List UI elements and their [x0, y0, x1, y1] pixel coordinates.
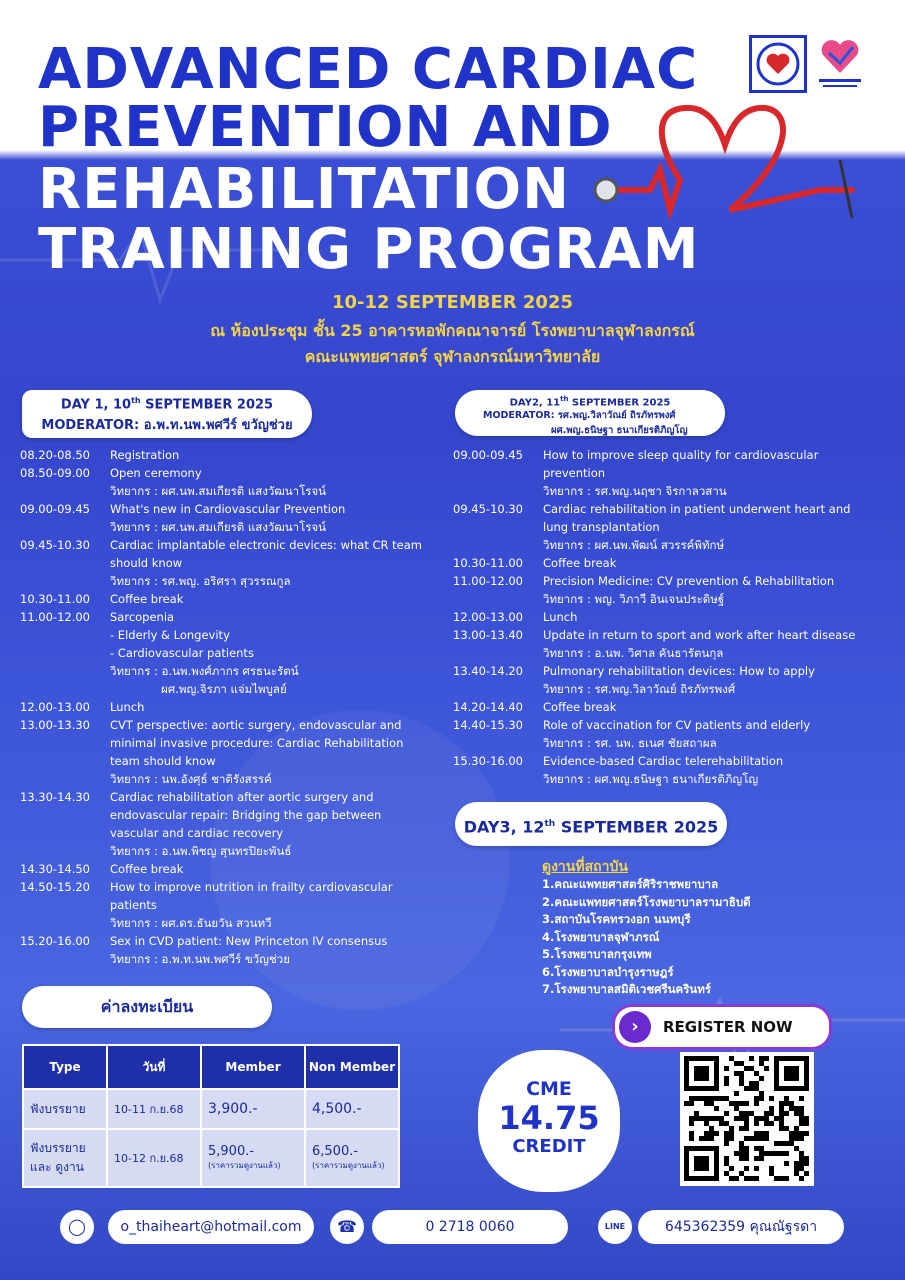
visit-list [542, 876, 751, 999]
register-button[interactable] [612, 1004, 832, 1050]
schedule-time-spacer [453, 734, 543, 752]
schedule-item [453, 752, 893, 770]
schedule-text: - Elderly & Longevity [110, 628, 230, 642]
schedule-item [20, 608, 430, 626]
schedule-text: ผศ.พญ.จิรภา แจ่มไพบูลย์ [110, 682, 287, 696]
schedule-item [453, 698, 893, 716]
schedule-time-spacer [20, 734, 110, 752]
phone-contact[interactable]: 0 2718 0060 [372, 1210, 568, 1244]
visit-item: 6.โรงพยาบาลบำรุงราษฎร์ [542, 964, 674, 979]
schedule-time-spacer [20, 806, 110, 824]
schedule-item [20, 734, 430, 752]
schedule-item [453, 680, 893, 698]
schedule-time-spacer [20, 662, 110, 680]
schedule-text: วิทยากร : รศ.พญ. อริศรา สุวรรณกูล [110, 574, 291, 588]
schedule-item [20, 788, 430, 806]
schedule-item [453, 572, 893, 590]
schedule-text: Cardiac implantable electronic devices: what CR team [110, 538, 422, 552]
schedule-time: 09.00-09.45 [453, 448, 523, 462]
schedule-time: 13.00-13.40 [453, 628, 523, 642]
table-row [23, 1129, 399, 1187]
schedule-text: วิทยากร : อ.นพ. วิศาล คันธารัตนกุล [543, 646, 724, 660]
schedule-time-spacer [20, 518, 110, 536]
schedule-time-spacer [20, 482, 110, 500]
day1-header [22, 390, 312, 438]
title-line-4: TRAINING PROGRAM [38, 217, 700, 282]
schedule-item [453, 482, 893, 500]
globe-icon: ◯ [60, 1210, 94, 1244]
fees-col-date: วันที่ [107, 1045, 201, 1089]
schedule-time: 12.00-13.00 [20, 700, 90, 714]
schedule-item [20, 500, 430, 518]
schedule-item [20, 842, 430, 860]
schedule-time-spacer [453, 464, 543, 482]
visit-item: 4.โรงพยาบาลจุฬาภรณ์ [542, 929, 660, 944]
schedule-text: Open ceremony [110, 466, 202, 480]
schedule-item [20, 536, 430, 554]
cme-unit: CREDIT [512, 1136, 586, 1157]
schedule-text: patients [110, 898, 157, 912]
rehab-logo [815, 33, 865, 91]
qr-code-icon [680, 1052, 814, 1186]
schedule-time: 08.20-08.50 [20, 448, 90, 462]
schedule-text: วิทยากร : รศ.พญ.นฤชา จิรกาลวสาน [543, 484, 727, 498]
schedule-time: 09.45-10.30 [20, 538, 90, 552]
schedule-time: 14.50-15.20 [20, 880, 90, 894]
day2-schedule [453, 446, 893, 788]
event-venue-line-1: ณ ห้องประชุม ชั้น 25 อาคารหอพักคณาจารย์ โรงพยาบาลจุฬาลงกรณ์ [210, 321, 695, 340]
schedule-time-spacer [20, 896, 110, 914]
schedule-text: minimal invasive procedure: Cardiac Rehabilitation [110, 736, 404, 750]
schedule-text: วิทยากร : ผศ.พญ.ธนิษฐา ธนาเกียรติภิญโญ [543, 772, 759, 786]
schedule-text: CVT perspective: aortic surgery, endovascular and [110, 718, 402, 732]
schedule-item [20, 446, 430, 464]
title-line-2: PREVENTION AND [38, 95, 613, 160]
schedule-text: วิทยากร : ผศ.ดร.ธันยวัน สวนทวี [110, 916, 272, 930]
schedule-text: - Cardiovascular patients [110, 646, 254, 660]
schedule-time: 11.00-12.00 [20, 610, 90, 624]
phone-icon: ☎ [330, 1210, 364, 1244]
day3-heading: DAY3, 12th SEPTEMBER 2025 [455, 802, 727, 846]
fee-member: 5,900.- [208, 1144, 255, 1159]
schedule-time-spacer [453, 770, 543, 788]
schedule-item [453, 500, 893, 518]
schedule-item [20, 896, 430, 914]
schedule-time-spacer [453, 482, 543, 500]
line-icon: LINE [598, 1210, 632, 1244]
schedule-text: lung transplantation [543, 520, 660, 534]
fee-type: ฟังบรรยาย [23, 1089, 107, 1129]
schedule-item [20, 860, 430, 878]
schedule-text: วิทยากร : นพ.อังศุธ์ ชาติรังสรรค์ [110, 772, 272, 786]
fee-nonmember: 4,500.- [305, 1089, 399, 1129]
schedule-time-spacer [20, 842, 110, 860]
schedule-item [453, 464, 893, 482]
schedule-time-spacer [20, 950, 110, 968]
schedule-item [453, 626, 893, 644]
event-date: 10-12 SEPTEMBER 2025 [331, 292, 573, 313]
fees-col-member: Member [201, 1045, 305, 1089]
schedule-time-spacer [453, 680, 543, 698]
schedule-item [453, 446, 893, 464]
schedule-time-spacer [20, 644, 110, 662]
schedule-text: endovascular repair: Bridging the gap between [110, 808, 382, 822]
schedule-time: 08.50-09.00 [20, 466, 90, 480]
schedule-item [453, 770, 893, 788]
fee-nonmember: 6,500.- [312, 1144, 359, 1159]
schedule-text: Evidence-based Cardiac telerehabilitation [543, 754, 784, 768]
schedule-item [20, 662, 430, 680]
visit-item: 2.คณะแพทยศาสตร์โรงพยาบาลรามาธิบดี [542, 894, 751, 909]
schedule-item [453, 716, 893, 734]
schedule-text: Coffee break [543, 700, 617, 714]
day2-moderator-1: MODERATOR: รศ.พญ.วิลาวัณย์ ถิรภัทรพงศ์ [483, 410, 676, 422]
schedule-item [20, 698, 430, 716]
fee-nonmember-cell [305, 1129, 399, 1187]
fee-member: 3,900.- [201, 1089, 305, 1129]
schedule-text: Update in return to sport and work after heart disease [543, 628, 856, 642]
schedule-item [20, 770, 430, 788]
schedule-text: วิทยากร : ผศ.นพ.สมเกียรติ แสงวัฒนาโรจน์ [110, 484, 327, 498]
stethoscope-heart-icon [590, 90, 860, 230]
schedule-item [20, 644, 430, 662]
schedule-time: 15.20-16.00 [20, 934, 90, 948]
schedule-item [453, 554, 893, 572]
schedule-item [453, 590, 893, 608]
day1-heading: DAY 1, 10th SEPTEMBER 2025 [60, 396, 274, 413]
schedule-time-spacer [20, 752, 110, 770]
schedule-item [453, 518, 893, 536]
schedule-item [20, 824, 430, 842]
schedule-item [20, 626, 430, 644]
schedule-text: วิทยากร : ผศ.นพ.สมเกียรติ แสงวัฒนาโรจน์ [110, 520, 327, 534]
schedule-time: 10.30-11.00 [453, 556, 523, 570]
schedule-text: How to improve nutrition in frailty cardiovascular [110, 880, 393, 894]
fees-heading: ค่าลงทะเบียน [22, 986, 272, 1028]
schedule-item [20, 464, 430, 482]
schedule-text: Role of vaccination for CV patients and elderly [543, 718, 811, 732]
schedule-time: 14.40-15.30 [453, 718, 523, 732]
schedule-time-spacer [20, 770, 110, 788]
schedule-item [453, 734, 893, 752]
title-line-3: REHABILITATION [38, 157, 570, 222]
fees-header-row [23, 1045, 399, 1089]
schedule-item [20, 914, 430, 932]
schedule-text: Cardiac rehabilitation in patient underwent heart and [543, 502, 851, 516]
schedule-time: 14.20-14.40 [453, 700, 523, 714]
schedule-text: Precision Medicine: CV prevention & Rehabilitation [543, 574, 835, 588]
schedule-item [20, 806, 430, 824]
schedule-text: Coffee break [110, 592, 184, 606]
day2-moderator-2: ผศ.พญ.ธนิษฐา ธนาเกียรติภิญโญ [551, 425, 688, 437]
schedule-text: วิทยากร : พญ. วิภาวี อินเจนประดิษฐ์ [543, 592, 725, 606]
schedule-time-spacer [20, 572, 110, 590]
title-line-1: ADVANCED CARDIAC [38, 37, 699, 102]
schedule-item [453, 662, 893, 680]
schedule-time: 13.30-14.30 [20, 790, 90, 804]
schedule-text: Coffee break [110, 862, 184, 876]
visit-item: 3.สถาบันโรคทรวงอก นนทบุรี [542, 912, 691, 926]
heart-logo-icon [752, 38, 804, 90]
fees-col-nonmember: Non Member [305, 1045, 399, 1089]
schedule-time: 12.00-13.00 [453, 610, 523, 624]
schedule-item [20, 680, 430, 698]
chevron-right-icon: › [619, 1011, 651, 1043]
schedule-text: Sarcopenia [110, 610, 175, 624]
event-venue-line-2: คณะแพทยศาสตร์ จุฬาลงกรณ์มหาวิทยาลัย [304, 347, 601, 366]
schedule-time: 11.00-12.00 [453, 574, 523, 588]
qr-code[interactable] [680, 1052, 814, 1186]
schedule-item [20, 518, 430, 536]
fee-member-cell [201, 1129, 305, 1187]
schedule-item [453, 644, 893, 662]
schedule-text: Cardiac rehabilitation after aortic surgery and [110, 790, 374, 804]
schedule-time-spacer [453, 644, 543, 662]
visit-item: 5.โรงพยาบาลกรุงเทพ [542, 947, 652, 961]
schedule-time-spacer [453, 518, 543, 536]
schedule-time-spacer [20, 824, 110, 842]
schedule-text: vascular and cardiac recovery [110, 826, 284, 840]
cme-badge [478, 1050, 620, 1192]
schedule-text: Registration [110, 448, 180, 462]
day2-heading: DAY2, 11th SEPTEMBER 2025 [509, 395, 671, 409]
schedule-text: วิทยากร : ผศ.นพ.พัฒน์ สวรรค์พิทักษ์ [543, 538, 725, 552]
table-row [23, 1089, 399, 1129]
schedule-text: prevention [543, 466, 606, 480]
schedule-text: Lunch [543, 610, 578, 624]
schedule-item [20, 932, 430, 950]
schedule-item [453, 536, 893, 554]
day2-header [455, 390, 725, 436]
fee-member-note: (ราคารวมดูงานแล้ว) [208, 1161, 281, 1170]
fees-col-type: Type [23, 1045, 107, 1089]
fees-table [22, 1044, 400, 1188]
visit-item: 7.โรงพยาบาลสมิติเวชศรีนครินทร์ [542, 982, 712, 996]
schedule-item [20, 554, 430, 572]
schedule-time: 09.45-10.30 [453, 502, 523, 516]
schedule-text: วิทยากร : อ.นพ.พงศ์ภากร ศรธนะรัตน์ [110, 664, 299, 678]
schedule-item [20, 572, 430, 590]
schedule-item [20, 716, 430, 734]
visit-title: ดูงานที่สถาบัน [542, 859, 628, 875]
visit-item: 1.คณะแพทยศาสตร์ศิริราชพยาบาล [542, 877, 719, 891]
schedule-time: 14.30-14.50 [20, 862, 90, 876]
schedule-time-spacer [20, 626, 110, 644]
schedule-time-spacer [453, 536, 543, 554]
schedule-time: 10.30-11.00 [20, 592, 90, 606]
email-contact[interactable]: o_thaiheart@hotmail.com [108, 1210, 314, 1244]
schedule-time-spacer [453, 590, 543, 608]
schedule-time: 13.40-14.20 [453, 664, 523, 678]
cme-label: CME [526, 1078, 572, 1100]
schedule-text: วิทยากร : รศ.พญ.วิลาวัณย์ ถิรภัทรพงศ์ [543, 682, 736, 696]
day1-moderator: MODERATOR: อ.พ.ท.นพ.พศวีร์ ขวัญช่วย [41, 418, 293, 434]
schedule-time: 09.00-09.45 [20, 502, 90, 516]
schedule-time: 13.00-13.30 [20, 718, 90, 732]
register-label: REGISTER NOW [663, 1018, 793, 1036]
schedule-time-spacer [20, 554, 110, 572]
schedule-text: What's new in Cardiovascular Prevention [110, 502, 346, 516]
schedule-text: วิทยากร : รศ. นพ. ธเนศ ชัยสถาผล [543, 736, 717, 750]
association-logo [749, 35, 807, 93]
schedule-item [20, 752, 430, 770]
schedule-text: วิทยากร : อ.นพ.พิชญ สุนทรปิยะพันธ์ [110, 844, 292, 858]
schedule-text: How to improve sleep quality for cardiovascular [543, 448, 819, 462]
line-contact[interactable]: 645362359 คุณณัฐรดา [638, 1210, 844, 1244]
cme-value: 14.75 [498, 1099, 600, 1137]
schedule-text: Lunch [110, 700, 145, 714]
schedule-time: 15.30-16.00 [453, 754, 523, 768]
fee-nonmember-note: (ราคารวมดูงานแล้ว) [312, 1161, 385, 1170]
schedule-text: วิทยากร : อ.พ.ท.นพ.พศวีร์ ขวัญช่วย [110, 952, 290, 966]
schedule-item [20, 950, 430, 968]
schedule-text: Sex in CVD patient: New Princeton IV consensus [110, 934, 388, 948]
schedule-item [20, 482, 430, 500]
schedule-text: should know [110, 556, 183, 570]
schedule-text: Pulmonary rehabilitation devices: How to apply [543, 664, 815, 678]
schedule-text: Coffee break [543, 556, 617, 570]
schedule-time-spacer [20, 680, 110, 698]
day1-schedule [20, 446, 430, 968]
fee-date: 10-11 ก.ย.68 [107, 1089, 201, 1129]
schedule-time-spacer [20, 914, 110, 932]
fee-type: ฟังบรรยาย และ ดูงาน [23, 1129, 107, 1187]
schedule-item [20, 590, 430, 608]
schedule-item [453, 608, 893, 626]
schedule-text: team should know [110, 754, 216, 768]
heart-rehab-logo-icon [815, 33, 865, 91]
schedule-item [20, 878, 430, 896]
fee-date: 10-12 ก.ย.68 [107, 1129, 201, 1187]
